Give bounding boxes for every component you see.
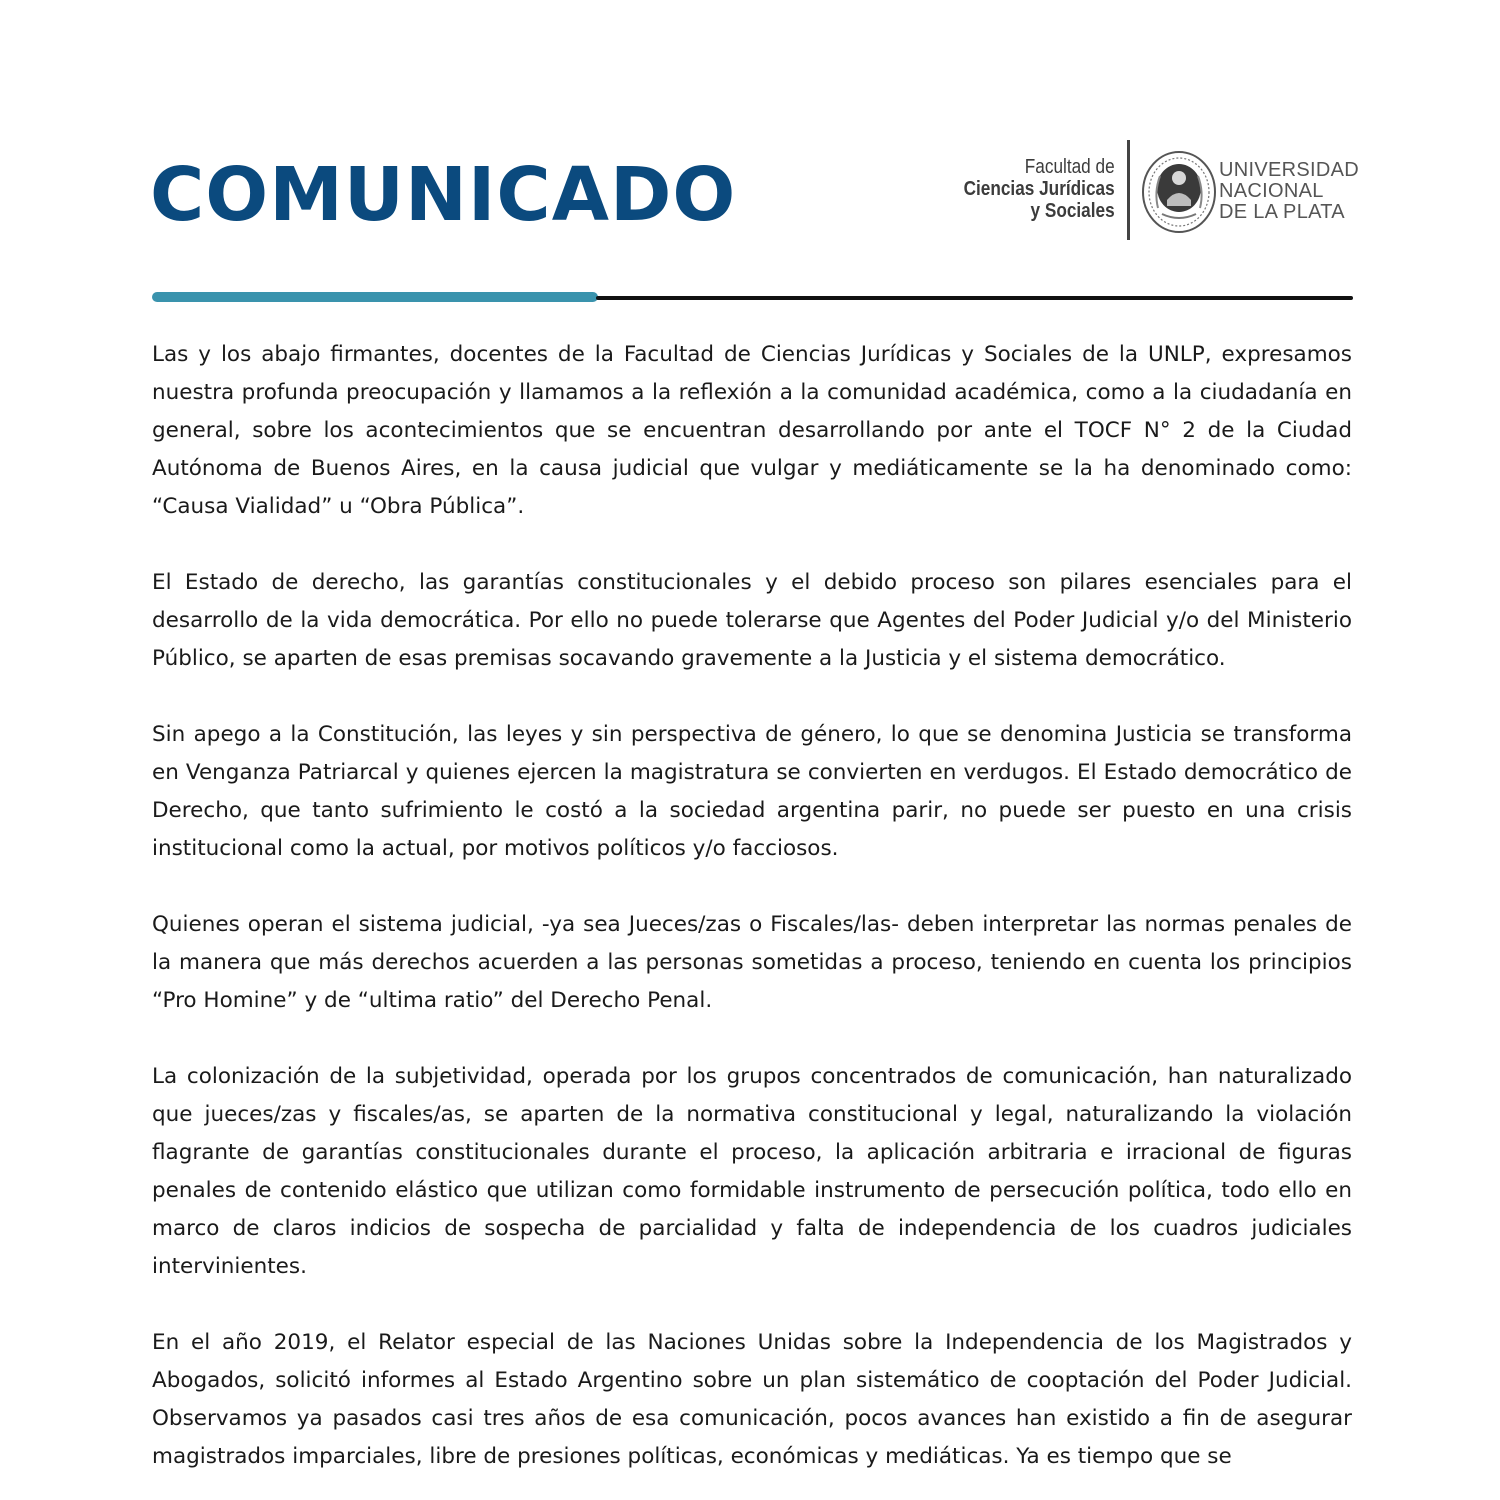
body-paragraph: En el año 2019, el Relator especial de las Naciones Unidas sobre la Independencia de los Magistrados y Abogados, solicitó informes al Estado Argentino sobre un plan sistemático de cooptación del Poder Judicial. Observamos ya pasados casi tres años de esa comunicación, pocos avances han existido a fin de asegurar magistrados imparciales, libre de presiones políticas, económicas y mediáticas. Ya es tiempo que se <box>152 1330 1352 1469</box>
header-accent-rule <box>152 292 598 302</box>
university-name-line: UNIVERSIDAD <box>1219 159 1359 181</box>
body-paragraph: Sin apego a la Constitución, las leyes y sin perspectiva de género, lo que se denomina Justicia se transforma en Venganza Patriarcal y quienes ejercen la magistratura se convierten en verdugos. El Estado democrático de Derecho, que tanto sufrimiento le costó a la sociedad argentina parir, no puede ser puesto en una crisis institucional como la actual, por motivos políticos y/o facciosos. <box>152 722 1352 861</box>
faculty-name-line: y Sociales <box>1030 200 1115 222</box>
university-name-line: DE LA PLATA <box>1219 201 1345 223</box>
university-name <box>1219 160 1359 223</box>
body-paragraph: La colonización de la subjetividad, operada por los grupos concentrados de comunicación, han naturalizado que jueces/zas y fiscales/as, se aparten de la normativa constitucional y legal, naturalizando la violación flagrante de garantías constitucionales durante el proceso, la aplicación arbitraria e irracional de figuras penales de contenido elástico que utilizan como formidable instrumento de persecución política, todo ello en marco de claros indicios de sospecha de parcialidad y falta de independencia de los cuadros judiciales intervinientes. <box>152 1064 1352 1279</box>
university-seal-icon <box>1140 148 1218 236</box>
body-paragraph: Quienes operan el sistema judicial, -ya sea Jueces/zas o Fiscales/las- deben interpretar las normas penales de la manera que más derechos acuerden a las personas sometidas a proceso, teniendo en cuenta los principios “Pro Homine” y de “ultima ratio” del Derecho Penal. <box>152 912 1352 1013</box>
university-name-line: NACIONAL <box>1219 180 1324 202</box>
header-divider-line <box>596 296 1353 300</box>
communique-body <box>152 336 1352 1500</box>
logo-divider <box>1127 140 1130 240</box>
faculty-name-line: Facultad de <box>1025 156 1115 178</box>
page-title: COMUNICADO <box>150 152 737 238</box>
faculty-name <box>964 156 1115 222</box>
body-paragraph: Las y los abajo firmantes, docentes de la Facultad de Ciencias Jurídicas y Sociales de la UNLP, expresamos nuestra profunda preocupación y llamamos a la reflexión a la comunidad académica, como a la ciudadanía en general, sobre los acontecimientos que se encuentran desarrollando por ante el TOCF N° 2 de la Ciudad Autónoma de Buenos Aires, en la causa judicial que vulgar y mediáticamente se la ha denominado como: “Causa Vialidad” u “Obra Pública”. <box>152 342 1352 519</box>
body-paragraph: El Estado de derecho, las garantías constitucionales y el debido proceso son pilares esenciales para el desarrollo de la vida democrática. Por ello no puede tolerarse que Agentes del Poder Judicial y/o del Ministerio Público, se aparten de esas premisas socavando gravemente a la Justicia y el sistema democrático. <box>152 570 1352 671</box>
faculty-name-line: Ciencias Jurídicas <box>963 178 1115 200</box>
faculty-logo <box>930 138 1359 242</box>
